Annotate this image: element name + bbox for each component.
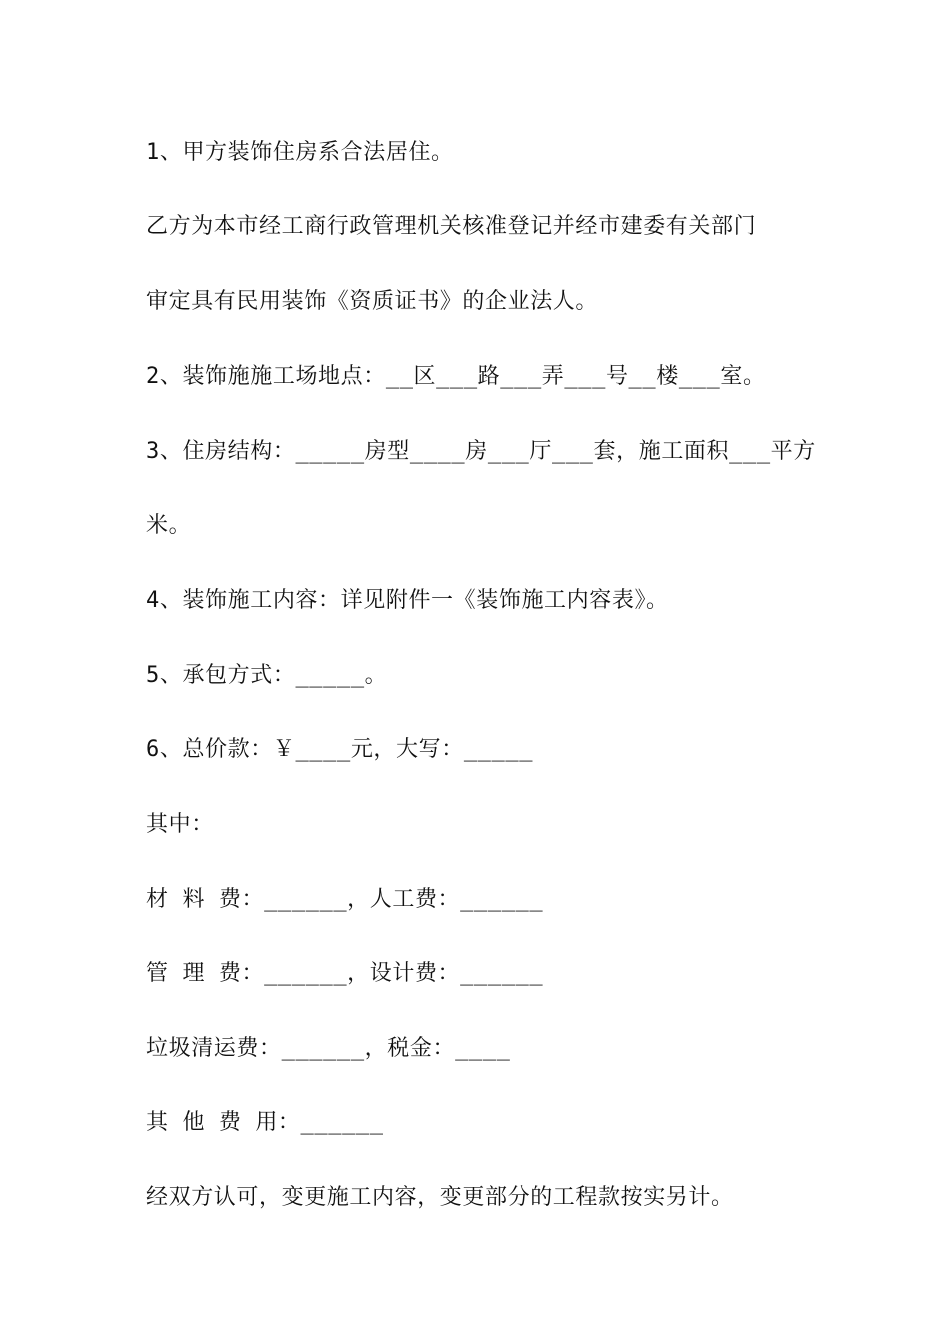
clause-1-line: 1、甲方装饰住房系合法居住。 (146, 140, 454, 165)
clause-3-line-2: 米。 (146, 513, 192, 538)
among-which-line: 其中： (146, 812, 214, 837)
clause-4-line: 4、装饰施工内容：详见附件一《装饰施工内容表》。 (146, 588, 669, 613)
management-design-fee-line: 管 理 费：______，设计费：______ (146, 961, 544, 986)
clause-3-line-1: 3、住房结构：_____房型____房___厅___套，施工面积___平方 (146, 439, 816, 464)
party-b-line-1: 乙方为本市经工商行政管理机关核准登记并经市建委有关部门 (146, 214, 757, 239)
party-b-line-2: 审定具有民用装饰《资质证书》的企业法人。 (146, 289, 599, 314)
change-clause-line: 经双方认可，变更施工内容，变更部分的工程款按实另计。 (146, 1185, 734, 1210)
clause-2-line: 2、装饰施施工场地点：__区___路___弄___号__楼___室。 (146, 364, 766, 389)
clause-6-line: 6、总价款：￥____元，大写：_____ (146, 737, 534, 762)
material-labor-fee-line: 材 料 费：______，人工费：______ (146, 887, 544, 912)
clause-5-line: 5、承包方式：_____。 (146, 663, 388, 688)
garbage-tax-fee-line: 垃圾清运费：______，税金：____ (146, 1036, 511, 1061)
other-fee-line: 其 他 费 用：______ (146, 1110, 384, 1135)
